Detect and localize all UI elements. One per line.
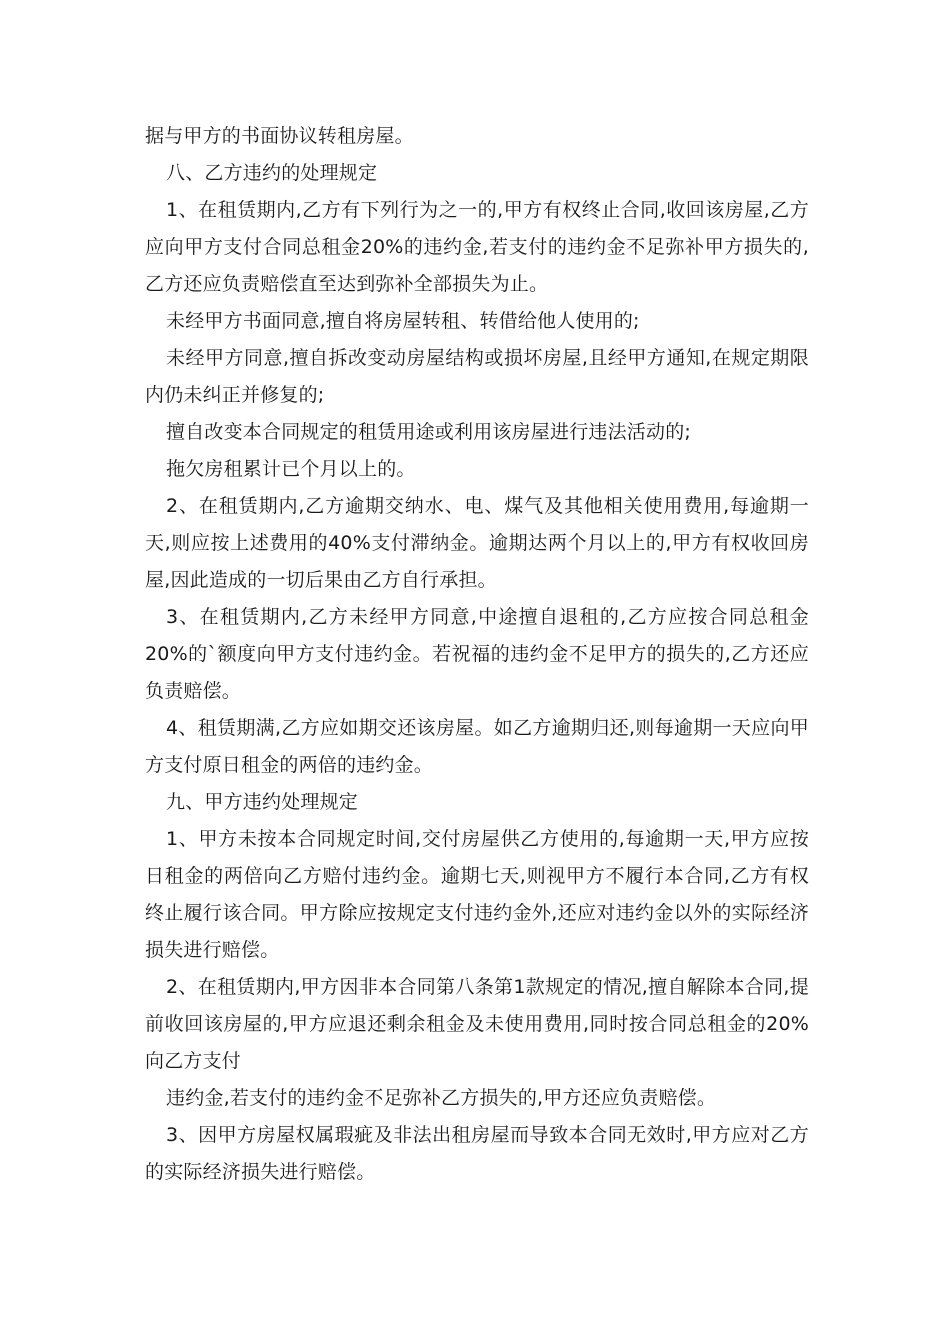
paragraph-8-1: 1、在租赁期内,乙方有下列行为之一的,甲方有权终止合同,收回该房屋,乙方应向甲方支付合同总租金20%的违约金,若支付的违约金不足弥补甲方损失的,乙方还应负责赔偿直至达到弥补全部损失为止。 — [145, 199, 809, 295]
paragraph-9-1: 1、甲方未按本合同规定时间,交付房屋供乙方使用的,每逾期一天,甲方应按日租金的两倍向乙方赔付违约金。逾期七天,则视甲方不履行本合同,乙方有权终止履行该合同。甲方除应按规定支付违约金外,还应对违约金以外的实际经济损失进行赔偿。 — [145, 828, 809, 961]
paragraph-sublet-continuation: 据与甲方的书面协议转租房屋。 — [145, 125, 414, 147]
paragraph-8-3: 3、在租赁期内,乙方未经甲方同意,中途擅自退租的,乙方应按合同总租金20%的`额度向甲方支付违约金。若祝福的违约金不足甲方的损失的,乙方还应负责赔偿。 — [145, 606, 809, 702]
heading-section-8: 八、乙方违约的处理规定 — [166, 162, 378, 184]
paragraph-8-1-a: 未经甲方书面同意,擅自将房屋转租、转借给他人使用的; — [166, 310, 640, 332]
heading-section-9: 九、甲方违约处理规定 — [166, 791, 359, 813]
paragraph-8-1-b: 未经甲方同意,擅自拆改变动房屋结构或损坏房屋,且经甲方通知,在规定期限内仍未纠正并修复的; — [145, 347, 809, 406]
paragraph-9-3: 3、因甲方房屋权属瑕疵及非法出租房屋而导致本合同无效时,甲方应对乙方的实际经济损失进行赔偿。 — [145, 1124, 809, 1183]
paragraph-9-2: 2、在租赁期内,甲方因非本合同第八条第1款规定的情况,擅自解除本合同,提前收回该房屋的,甲方应退还剩余租金及未使用费用,同时按合同总租金的20%向乙方支付 — [145, 976, 809, 1072]
paragraph-8-1-c: 擅自改变本合同规定的租赁用途或利用该房屋进行违法活动的; — [166, 421, 692, 443]
paragraph-8-1-d: 拖欠房租累计已个月以上的。 — [166, 458, 416, 480]
paragraph-9-2-continuation: 违约金,若支付的违约金不足弥补乙方损失的,甲方还应负责赔偿。 — [166, 1087, 717, 1109]
paragraph-8-2: 2、在租赁期内,乙方逾期交纳水、电、煤气及其他相关使用费用,每逾期一天,则应按上述费用的40%支付滞纳金。逾期达两个月以上的,甲方有权收回房屋,因此造成的一切后果由乙方自行承担。 — [145, 495, 809, 591]
document-body — [145, 118, 809, 1191]
paragraph-8-4: 4、租赁期满,乙方应如期交还该房屋。如乙方逾期归还,则每逾期一天应向甲方支付原日租金的两倍的违约金。 — [145, 717, 809, 776]
